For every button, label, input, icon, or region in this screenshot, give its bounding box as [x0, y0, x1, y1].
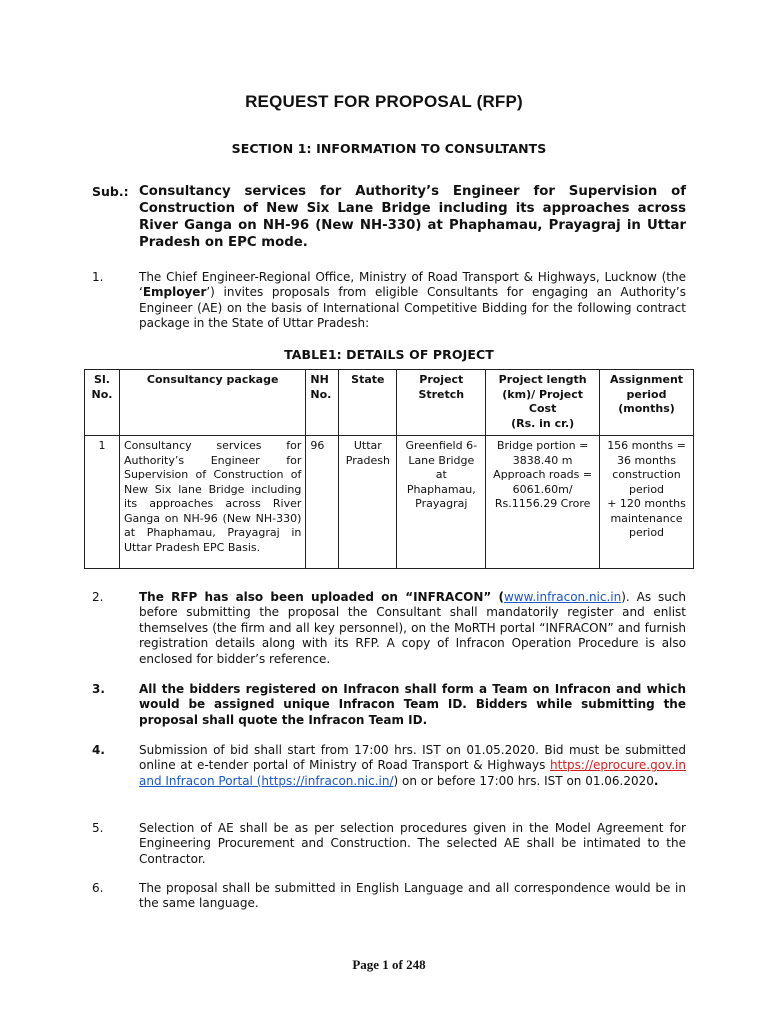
para-2-number: 2.	[92, 590, 104, 604]
infracon-portal-link[interactable]: and Infracon Portal (https://infracon.nic.in/	[139, 773, 394, 788]
para-3-number: 3.	[92, 682, 105, 696]
table-title: TABLE1: DETAILS OF PROJECT	[284, 347, 494, 362]
para-6: The proposal shall be submitted in English Language and all correspondence would be in the same language.	[139, 881, 686, 911]
header-assignment-period: Assignment period (months)	[600, 370, 694, 436]
table-row	[85, 436, 694, 569]
cell-nh-no: 96	[306, 436, 339, 569]
employer-term: Employer	[142, 285, 207, 300]
document-title: REQUEST FOR PROPOSAL (RFP)	[245, 92, 523, 111]
para-1: The Chief Engineer-Regional Office, Ministry of Road Transport & Highways, Lucknow (the ‘Employer’) invites proposals from eligible Consultants for engaging an Authority’s Engineer (AE) on the basis of International Competitive Bidding for the following contract package in the State of Uttar Pradesh:	[139, 270, 686, 331]
para-5: Selection of AE shall be as per selection procedures given in the Model Agreement for Engineering Procurement and Construction. The selected AE shall be intimated to the Contractor.	[139, 821, 686, 866]
project-details-table	[84, 369, 694, 569]
table-header-row	[85, 370, 694, 436]
para-2: The RFP has also been uploaded on “INFRACON” (www.infracon.nic.in). As such before submitting the proposal the Consultant shall mandatorily register and enlist themselves (the firm and all key personnel), on the MoRTH portal “INFRACON” and furnish registration details along with its RFP. A copy of Infracon Operation Procedure is also enclosed for bidder’s reference.	[139, 590, 687, 666]
para-1-number: 1.	[92, 270, 104, 284]
section-heading: SECTION 1: INFORMATION TO CONSULTANTS	[231, 141, 547, 156]
header-state: State	[339, 370, 397, 436]
para-4: Submission of bid shall start from 17:00 hrs. IST on 01.05.2020. Bid must be submitted online at e-tender portal of Ministry of Road Transport & Highways https://eprocure.gov.in and Infracon Portal (https://infracon.nic.in/) on or before 17:00 hrs. IST on 01.06.2020.	[139, 743, 686, 788]
infracon-link[interactable]: www.infracon.nic.in	[503, 590, 622, 604]
cell-consultancy-package: Consultancy services for Authority’s Engineer for Supervision of Construction of New Six lane Bridge including its approaches across River Ganga on NH-96 (New NH-330) at Phaphamau, Prayagraj in Uttar Pradesh EPC Basis.	[119, 436, 305, 569]
page-number: Page 1 of 248	[352, 957, 426, 972]
header-consultancy-package: Consultancy package	[119, 370, 305, 436]
para-5-number: 5.	[92, 821, 104, 835]
cell-state: Uttar Pradesh	[339, 436, 397, 569]
para-3: All the bidders registered on Infracon shall form a Team on Infracon and which would be assigned unique Infracon Team ID. Bidders while submitting the proposal shall quote the Infracon Team ID.	[139, 682, 686, 727]
header-project-stretch: Project Stretch	[397, 370, 486, 436]
cell-project-length: Bridge portion = 3838.40 m Approach roads = 6061.60m/ Rs.1156.29 Crore	[486, 436, 600, 569]
subject-label: Sub.:	[92, 184, 129, 199]
eprocure-link[interactable]: https://eprocure.gov.in	[550, 758, 686, 773]
cell-project-stretch: Greenfield 6-Lane Bridge at Phaphamau, Prayagraj	[397, 436, 486, 569]
para-4-number: 4.	[92, 743, 105, 757]
subject-text: Consultancy services for Authority’s Engineer for Supervision of Construction of New Six Lane Bridge including its approaches across River Ganga on NH-96 (New NH-330) at Phaphamau, Prayagraj in Uttar Pradesh on EPC mode.	[139, 184, 686, 250]
cell-sl-no: 1	[85, 436, 120, 569]
para-6-number: 6.	[92, 881, 104, 895]
header-project-length: Project length (km)/ Project Cost (Rs. in cr.)	[486, 370, 600, 436]
cell-assignment-period: 156 months = 36 months construction period + 120 months maintenance period	[600, 436, 694, 569]
header-sl-no: Sl. No.	[85, 370, 120, 436]
header-nh-no: NH No.	[306, 370, 339, 436]
